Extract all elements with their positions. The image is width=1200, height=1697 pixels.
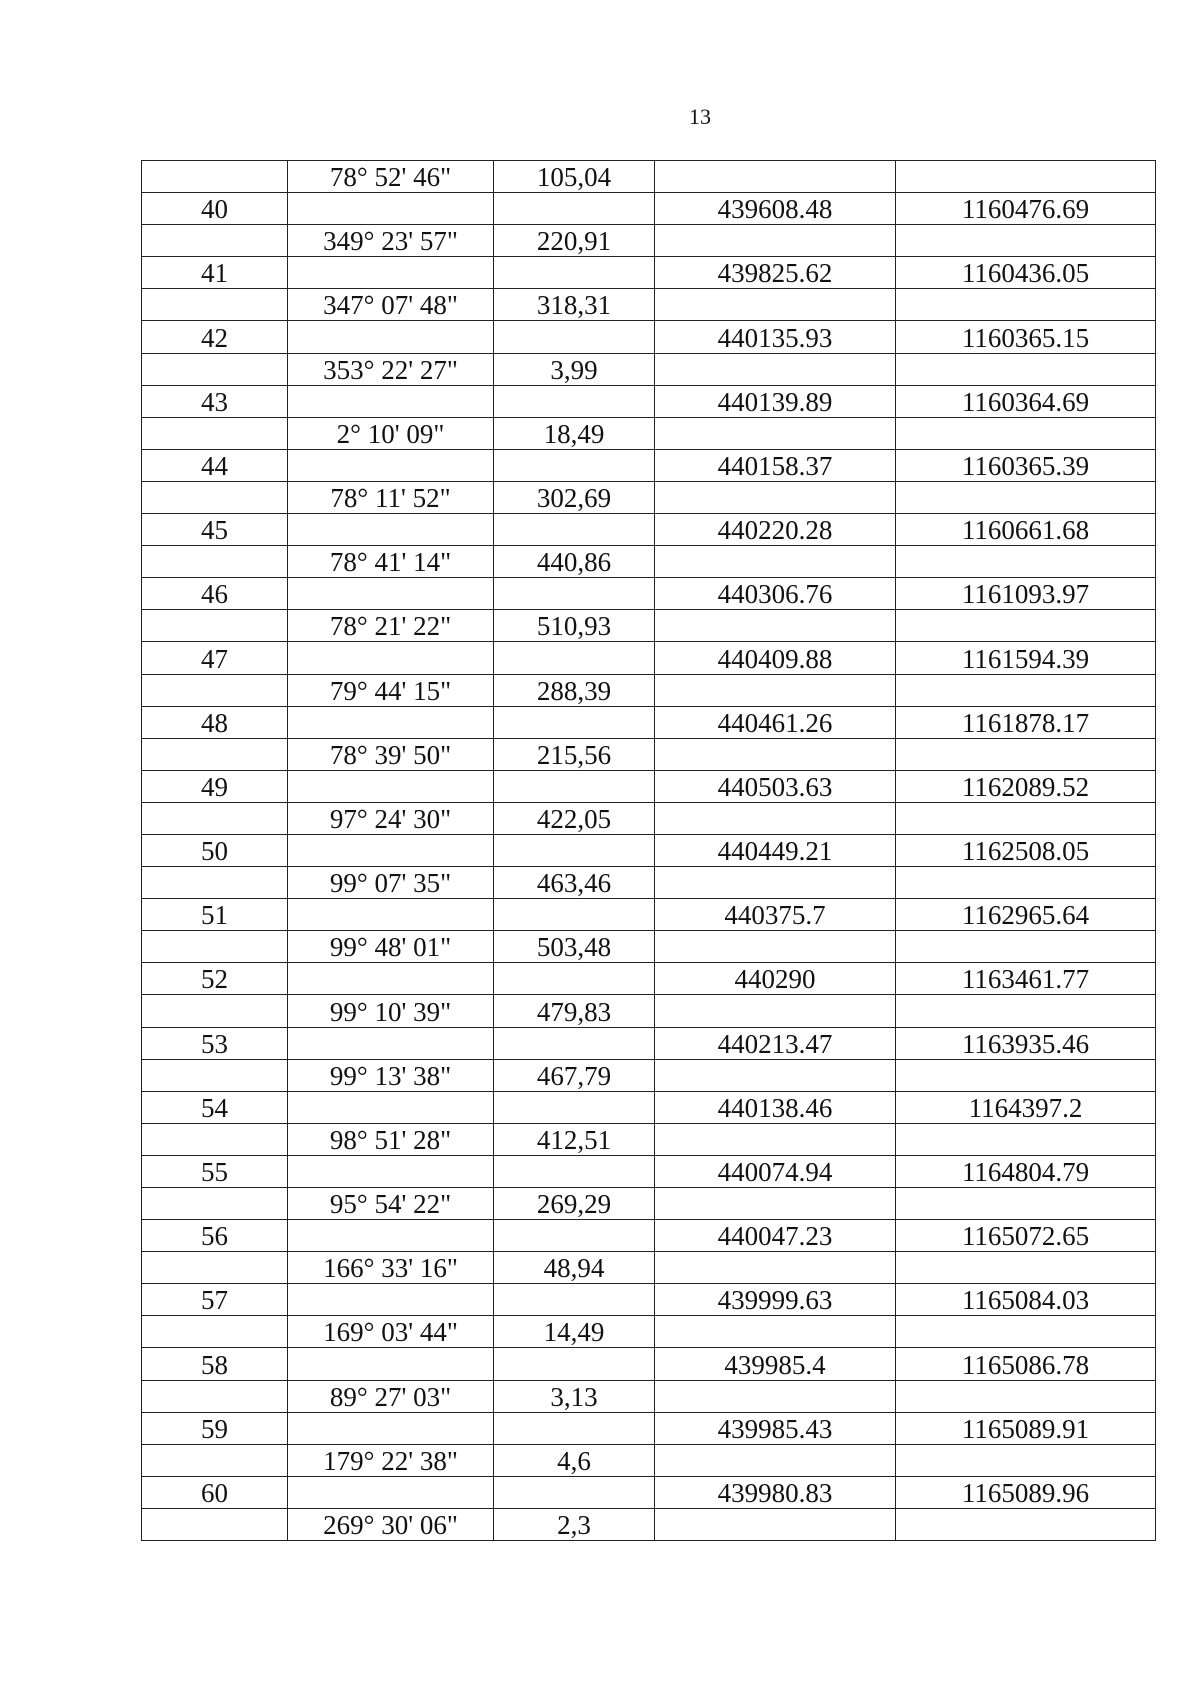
y-coordinate-cell: [896, 225, 1156, 257]
y-coordinate-cell: 1165084.03: [896, 1284, 1156, 1316]
x-coordinate-cell: 439608.48: [655, 193, 896, 225]
point-number-cell: [142, 1188, 288, 1220]
point-row: [142, 963, 1156, 995]
point-number-cell: 46: [142, 578, 288, 610]
x-coordinate-cell: 439999.63: [655, 1284, 896, 1316]
leg-row: [142, 1444, 1156, 1476]
point-number-cell: [142, 1059, 288, 1091]
leg-row: [142, 417, 1156, 449]
x-coordinate-cell: 440074.94: [655, 1155, 896, 1187]
point-row: [142, 1476, 1156, 1508]
angle-cell: 179° 22' 38": [288, 1444, 494, 1476]
distance-cell: [494, 834, 655, 866]
y-coordinate-cell: 1165072.65: [896, 1220, 1156, 1252]
point-row: [142, 514, 1156, 546]
angle-cell: 269° 30' 06": [288, 1508, 494, 1540]
distance-cell: [494, 1284, 655, 1316]
coordinates-table-body: [142, 161, 1156, 1541]
point-row: [142, 770, 1156, 802]
distance-cell: [494, 770, 655, 802]
x-coordinate-cell: [655, 546, 896, 578]
angle-cell: [288, 449, 494, 481]
distance-cell: 48,94: [494, 1252, 655, 1284]
point-row: [142, 834, 1156, 866]
point-row: [142, 578, 1156, 610]
point-number-cell: 48: [142, 706, 288, 738]
point-number-cell: [142, 610, 288, 642]
leg-row: [142, 353, 1156, 385]
point-row: [142, 385, 1156, 417]
leg-row: [142, 289, 1156, 321]
leg-row: [142, 225, 1156, 257]
point-number-cell: 50: [142, 834, 288, 866]
angle-cell: 349° 23' 57": [288, 225, 494, 257]
point-row: [142, 257, 1156, 289]
x-coordinate-cell: 440158.37: [655, 449, 896, 481]
distance-cell: [494, 193, 655, 225]
y-coordinate-cell: 1164804.79: [896, 1155, 1156, 1187]
point-number-cell: [142, 225, 288, 257]
distance-cell: [494, 1091, 655, 1123]
angle-cell: 89° 27' 03": [288, 1380, 494, 1412]
angle-cell: [288, 642, 494, 674]
y-coordinate-cell: 1161878.17: [896, 706, 1156, 738]
point-number-cell: 56: [142, 1220, 288, 1252]
y-coordinate-cell: 1160365.15: [896, 321, 1156, 353]
distance-cell: [494, 1476, 655, 1508]
x-coordinate-cell: 440503.63: [655, 770, 896, 802]
leg-row: [142, 1059, 1156, 1091]
y-coordinate-cell: [896, 289, 1156, 321]
distance-cell: [494, 578, 655, 610]
distance-cell: 302,69: [494, 481, 655, 513]
angle-cell: 166° 33' 16": [288, 1252, 494, 1284]
distance-cell: [494, 321, 655, 353]
angle-cell: [288, 1220, 494, 1252]
distance-cell: [494, 385, 655, 417]
distance-cell: [494, 449, 655, 481]
y-coordinate-cell: 1161093.97: [896, 578, 1156, 610]
x-coordinate-cell: [655, 1380, 896, 1412]
point-row: [142, 1091, 1156, 1123]
x-coordinate-cell: [655, 225, 896, 257]
distance-cell: 412,51: [494, 1123, 655, 1155]
point-number-cell: 41: [142, 257, 288, 289]
angle-cell: [288, 385, 494, 417]
distance-cell: 440,86: [494, 546, 655, 578]
distance-cell: 479,83: [494, 995, 655, 1027]
point-number-cell: 44: [142, 449, 288, 481]
x-coordinate-cell: [655, 1508, 896, 1540]
angle-cell: [288, 514, 494, 546]
distance-cell: 510,93: [494, 610, 655, 642]
distance-cell: 463,46: [494, 867, 655, 899]
distance-cell: 3,13: [494, 1380, 655, 1412]
distance-cell: 467,79: [494, 1059, 655, 1091]
point-number-cell: [142, 1508, 288, 1540]
leg-row: [142, 1252, 1156, 1284]
x-coordinate-cell: 440047.23: [655, 1220, 896, 1252]
point-number-cell: [142, 1316, 288, 1348]
distance-cell: 503,48: [494, 931, 655, 963]
angle-cell: [288, 1348, 494, 1380]
y-coordinate-cell: 1162965.64: [896, 899, 1156, 931]
x-coordinate-cell: [655, 353, 896, 385]
y-coordinate-cell: 1165089.96: [896, 1476, 1156, 1508]
point-number-cell: 49: [142, 770, 288, 802]
y-coordinate-cell: [896, 353, 1156, 385]
y-coordinate-cell: 1160365.39: [896, 449, 1156, 481]
point-row: [142, 1348, 1156, 1380]
y-coordinate-cell: [896, 610, 1156, 642]
distance-cell: 422,05: [494, 802, 655, 834]
distance-cell: [494, 257, 655, 289]
x-coordinate-cell: [655, 867, 896, 899]
x-coordinate-cell: 440409.88: [655, 642, 896, 674]
x-coordinate-cell: [655, 738, 896, 770]
x-coordinate-cell: [655, 1252, 896, 1284]
point-number-cell: 42: [142, 321, 288, 353]
x-coordinate-cell: 439985.4: [655, 1348, 896, 1380]
x-coordinate-cell: [655, 417, 896, 449]
distance-cell: [494, 1027, 655, 1059]
distance-cell: 318,31: [494, 289, 655, 321]
y-coordinate-cell: 1163461.77: [896, 963, 1156, 995]
angle-cell: 79° 44' 15": [288, 674, 494, 706]
x-coordinate-cell: 439980.83: [655, 1476, 896, 1508]
angle-cell: [288, 1155, 494, 1187]
y-coordinate-cell: 1165089.91: [896, 1412, 1156, 1444]
x-coordinate-cell: 440461.26: [655, 706, 896, 738]
angle-cell: 2° 10' 09": [288, 417, 494, 449]
x-coordinate-cell: [655, 802, 896, 834]
distance-cell: [494, 706, 655, 738]
y-coordinate-cell: [896, 161, 1156, 193]
point-number-cell: 57: [142, 1284, 288, 1316]
x-coordinate-cell: 439985.43: [655, 1412, 896, 1444]
angle-cell: [288, 1027, 494, 1059]
y-coordinate-cell: [896, 1444, 1156, 1476]
leg-row: [142, 1316, 1156, 1348]
x-coordinate-cell: 440449.21: [655, 834, 896, 866]
point-row: [142, 706, 1156, 738]
y-coordinate-cell: [896, 931, 1156, 963]
y-coordinate-cell: 1163935.46: [896, 1027, 1156, 1059]
y-coordinate-cell: [896, 738, 1156, 770]
x-coordinate-cell: [655, 610, 896, 642]
point-row: [142, 1284, 1156, 1316]
x-coordinate-cell: 440290: [655, 963, 896, 995]
y-coordinate-cell: [896, 1252, 1156, 1284]
x-coordinate-cell: 440306.76: [655, 578, 896, 610]
x-coordinate-cell: [655, 931, 896, 963]
y-coordinate-cell: [896, 1123, 1156, 1155]
angle-cell: 353° 22' 27": [288, 353, 494, 385]
x-coordinate-cell: 440139.89: [655, 385, 896, 417]
y-coordinate-cell: [896, 802, 1156, 834]
angle-cell: 99° 07' 35": [288, 867, 494, 899]
point-row: [142, 1155, 1156, 1187]
point-number-cell: [142, 867, 288, 899]
point-number-cell: [142, 995, 288, 1027]
angle-cell: 99° 10' 39": [288, 995, 494, 1027]
y-coordinate-cell: [896, 481, 1156, 513]
angle-cell: 347° 07' 48": [288, 289, 494, 321]
angle-cell: 78° 21' 22": [288, 610, 494, 642]
distance-cell: 220,91: [494, 225, 655, 257]
leg-row: [142, 1380, 1156, 1412]
distance-cell: 288,39: [494, 674, 655, 706]
distance-cell: 18,49: [494, 417, 655, 449]
distance-cell: 4,6: [494, 1444, 655, 1476]
y-coordinate-cell: [896, 1059, 1156, 1091]
angle-cell: 99° 48' 01": [288, 931, 494, 963]
leg-row: [142, 610, 1156, 642]
angle-cell: [288, 963, 494, 995]
angle-cell: [288, 706, 494, 738]
y-coordinate-cell: [896, 417, 1156, 449]
point-number-cell: [142, 481, 288, 513]
point-number-cell: 47: [142, 642, 288, 674]
x-coordinate-cell: [655, 1059, 896, 1091]
distance-cell: [494, 514, 655, 546]
point-number-cell: 58: [142, 1348, 288, 1380]
x-coordinate-cell: 440135.93: [655, 321, 896, 353]
y-coordinate-cell: 1160661.68: [896, 514, 1156, 546]
y-coordinate-cell: [896, 1188, 1156, 1220]
leg-row: [142, 674, 1156, 706]
y-coordinate-cell: [896, 674, 1156, 706]
x-coordinate-cell: [655, 1188, 896, 1220]
distance-cell: 215,56: [494, 738, 655, 770]
y-coordinate-cell: [896, 546, 1156, 578]
point-number-cell: 54: [142, 1091, 288, 1123]
leg-row: [142, 995, 1156, 1027]
point-number-cell: [142, 417, 288, 449]
point-row: [142, 193, 1156, 225]
angle-cell: [288, 193, 494, 225]
leg-row: [142, 931, 1156, 963]
point-number-cell: [142, 1444, 288, 1476]
point-number-cell: [142, 161, 288, 193]
angle-cell: [288, 257, 494, 289]
angle-cell: 169° 03' 44": [288, 1316, 494, 1348]
point-number-cell: [142, 738, 288, 770]
point-row: [142, 1027, 1156, 1059]
distance-cell: 3,99: [494, 353, 655, 385]
angle-cell: 78° 39' 50": [288, 738, 494, 770]
point-number-cell: 52: [142, 963, 288, 995]
x-coordinate-cell: 440138.46: [655, 1091, 896, 1123]
distance-cell: 14,49: [494, 1316, 655, 1348]
leg-row: [142, 802, 1156, 834]
x-coordinate-cell: 439825.62: [655, 257, 896, 289]
point-number-cell: 53: [142, 1027, 288, 1059]
angle-cell: [288, 321, 494, 353]
y-coordinate-cell: 1160364.69: [896, 385, 1156, 417]
page-number: 13: [689, 104, 711, 129]
point-number-cell: 43: [142, 385, 288, 417]
point-number-cell: 60: [142, 1476, 288, 1508]
x-coordinate-cell: 440220.28: [655, 514, 896, 546]
distance-cell: [494, 963, 655, 995]
x-coordinate-cell: [655, 995, 896, 1027]
y-coordinate-cell: 1165086.78: [896, 1348, 1156, 1380]
x-coordinate-cell: [655, 674, 896, 706]
leg-row: [142, 481, 1156, 513]
angle-cell: 98° 51' 28": [288, 1123, 494, 1155]
point-number-cell: 40: [142, 193, 288, 225]
distance-cell: [494, 642, 655, 674]
angle-cell: [288, 834, 494, 866]
point-number-cell: 59: [142, 1412, 288, 1444]
x-coordinate-cell: [655, 1444, 896, 1476]
angle-cell: [288, 899, 494, 931]
y-coordinate-cell: 1161594.39: [896, 642, 1156, 674]
distance-cell: [494, 1412, 655, 1444]
point-number-cell: [142, 289, 288, 321]
y-coordinate-cell: 1162508.05: [896, 834, 1156, 866]
point-number-cell: [142, 1123, 288, 1155]
y-coordinate-cell: 1162089.52: [896, 770, 1156, 802]
point-row: [142, 1412, 1156, 1444]
x-coordinate-cell: 440375.7: [655, 899, 896, 931]
point-number-cell: [142, 546, 288, 578]
x-coordinate-cell: [655, 289, 896, 321]
y-coordinate-cell: [896, 867, 1156, 899]
point-number-cell: [142, 931, 288, 963]
leg-row: [142, 546, 1156, 578]
point-number-cell: [142, 674, 288, 706]
distance-cell: [494, 1348, 655, 1380]
leg-row: [142, 1508, 1156, 1540]
point-row: [142, 449, 1156, 481]
angle-cell: [288, 1091, 494, 1123]
point-row: [142, 642, 1156, 674]
y-coordinate-cell: [896, 1380, 1156, 1412]
distance-cell: [494, 899, 655, 931]
x-coordinate-cell: [655, 1123, 896, 1155]
y-coordinate-cell: 1164397.2: [896, 1091, 1156, 1123]
leg-row: [142, 738, 1156, 770]
y-coordinate-cell: 1160476.69: [896, 193, 1156, 225]
point-number-cell: [142, 802, 288, 834]
angle-cell: 78° 41' 14": [288, 546, 494, 578]
distance-cell: [494, 1155, 655, 1187]
angle-cell: [288, 1284, 494, 1316]
angle-cell: 95° 54' 22": [288, 1188, 494, 1220]
distance-cell: 2,3: [494, 1508, 655, 1540]
point-row: [142, 1220, 1156, 1252]
distance-cell: [494, 1220, 655, 1252]
angle-cell: [288, 1476, 494, 1508]
point-number-cell: 51: [142, 899, 288, 931]
point-number-cell: 55: [142, 1155, 288, 1187]
y-coordinate-cell: [896, 1508, 1156, 1540]
angle-cell: [288, 770, 494, 802]
x-coordinate-cell: [655, 161, 896, 193]
y-coordinate-cell: 1160436.05: [896, 257, 1156, 289]
leg-row: [142, 1188, 1156, 1220]
point-row: [142, 321, 1156, 353]
distance-cell: 269,29: [494, 1188, 655, 1220]
distance-cell: 105,04: [494, 161, 655, 193]
y-coordinate-cell: [896, 995, 1156, 1027]
point-row: [142, 899, 1156, 931]
angle-cell: [288, 1412, 494, 1444]
leg-row: [142, 1123, 1156, 1155]
x-coordinate-cell: 440213.47: [655, 1027, 896, 1059]
angle-cell: [288, 578, 494, 610]
angle-cell: 97° 24' 30": [288, 802, 494, 834]
coordinates-table: [141, 160, 1156, 1541]
point-number-cell: 45: [142, 514, 288, 546]
angle-cell: 78° 52' 46": [288, 161, 494, 193]
x-coordinate-cell: [655, 1316, 896, 1348]
y-coordinate-cell: [896, 1316, 1156, 1348]
leg-row: [142, 161, 1156, 193]
leg-row: [142, 867, 1156, 899]
point-number-cell: [142, 1252, 288, 1284]
point-number-cell: [142, 1380, 288, 1412]
x-coordinate-cell: [655, 481, 896, 513]
angle-cell: 99° 13' 38": [288, 1059, 494, 1091]
angle-cell: 78° 11' 52": [288, 481, 494, 513]
point-number-cell: [142, 353, 288, 385]
